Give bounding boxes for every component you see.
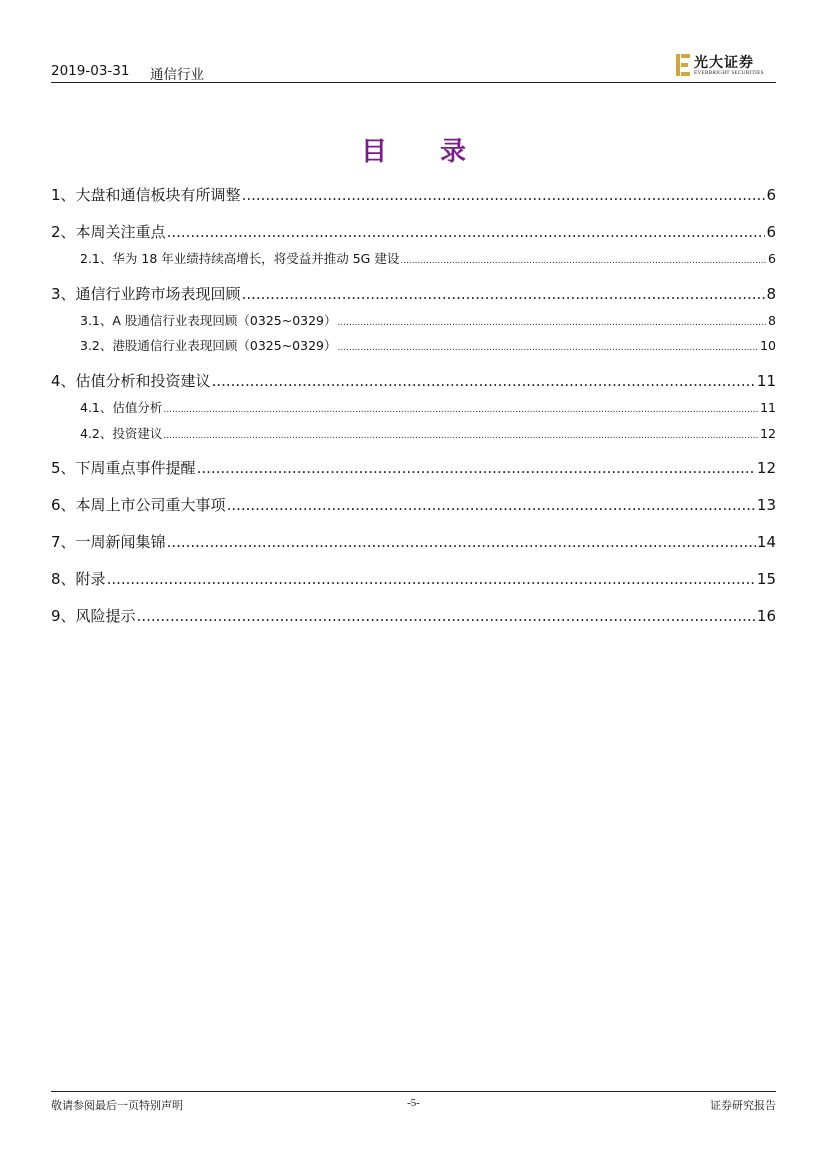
toc-entry-title: 通信行业跨市场表现回顾	[75, 285, 241, 303]
toc-entry-page: 6	[766, 186, 776, 204]
toc-leader-dots	[338, 343, 760, 353]
toc-subentry[interactable]	[51, 336, 776, 354]
disclaimer-note: 敬请参阅最后一页特别声明	[51, 1099, 183, 1112]
toc-entry-number: 9、	[51, 607, 76, 625]
toc-entry-page: 10	[760, 338, 776, 353]
toc-entry-number: 3.1、	[80, 313, 113, 328]
toc-leader-dots	[338, 318, 768, 328]
toc-entry-title: 下周重点事件提醒	[75, 459, 196, 477]
toc-subentry[interactable]	[51, 311, 776, 329]
toc-entry-title: 港股通信行业表现回顾（0325~0329）	[112, 338, 337, 353]
toc-leader-dots	[163, 431, 759, 441]
header-divider	[51, 82, 776, 83]
toc-entry-page: 14	[756, 533, 776, 551]
toc-entry[interactable]	[51, 457, 776, 478]
toc-entry-number: 2.1、	[80, 251, 113, 266]
toc-subentry[interactable]	[51, 398, 776, 416]
logo-text-en: EVERBRIGHT SECURITIES	[694, 70, 764, 76]
toc-entry-number: 3、	[51, 285, 76, 303]
toc-entry-page: 16	[756, 607, 776, 625]
everbright-logo-icon	[676, 54, 690, 76]
toc-entry-number: 5、	[51, 459, 76, 477]
report-date: 2019-03-31	[51, 63, 130, 79]
everbright-logo	[676, 52, 772, 79]
toc-entry-number: 8、	[51, 570, 76, 588]
toc-entry[interactable]	[51, 283, 776, 304]
toc-entry-page: 12	[756, 459, 776, 477]
toc-entry-page: 8	[768, 313, 776, 328]
page-header	[51, 52, 776, 84]
toc-subentry[interactable]	[51, 249, 776, 267]
toc-entry-page: 8	[766, 285, 776, 303]
toc-entry-title: 估值分析和投资建议	[75, 372, 211, 390]
report-type: 证券研究报告	[710, 1099, 776, 1112]
toc-title: 目 录	[360, 137, 489, 167]
toc-entry-title: A 股通信行业表现回顾（0325~0329）	[112, 313, 337, 328]
toc-leader-dots	[107, 570, 756, 588]
toc-entry-title: 附录	[75, 570, 106, 588]
toc-leader-dots	[212, 372, 756, 390]
toc-leader-dots	[242, 285, 766, 303]
toc-entry-number: 2、	[51, 223, 76, 241]
footer-divider	[51, 1091, 776, 1092]
logo-text-cn: 光大证券	[694, 55, 754, 71]
toc-entry-page: 15	[756, 570, 776, 588]
industry-label: 通信行业	[150, 67, 204, 83]
toc-entry-page: 6	[766, 223, 776, 241]
toc-entry-page: 12	[760, 426, 776, 441]
toc-entry-number: 1、	[51, 186, 76, 204]
toc-entry-page: 13	[756, 496, 776, 514]
toc-entry[interactable]	[51, 221, 776, 242]
toc-entry-title: 一周新闻集锦	[75, 533, 166, 551]
toc-entry-title: 估值分析	[112, 400, 163, 415]
toc-entry-title: 华为 18 年业绩持续高增长，将受益并推动 5G 建设	[112, 251, 400, 266]
page-number: -5-	[407, 1097, 420, 1109]
toc-entry-number: 4.2、	[80, 426, 113, 441]
toc-leader-dots	[163, 405, 759, 415]
toc-leader-dots	[167, 223, 766, 241]
toc-entry-title: 风险提示	[75, 607, 136, 625]
toc-leader-dots	[227, 496, 756, 514]
toc-entry[interactable]	[51, 531, 776, 552]
toc-entry[interactable]	[51, 370, 776, 391]
toc-entry-title: 本周关注重点	[75, 223, 166, 241]
toc-subentry[interactable]	[51, 424, 776, 442]
toc-entry[interactable]	[51, 494, 776, 515]
toc-leader-dots	[242, 186, 766, 204]
toc-entry-number: 4.1、	[80, 400, 113, 415]
toc-entry-title: 大盘和通信板块有所调整	[75, 186, 241, 204]
toc-entry-page: 11	[760, 400, 776, 415]
toc-entry-title: 本周上市公司重大事项	[75, 496, 226, 514]
toc-entry-page: 6	[768, 251, 776, 266]
toc-entry[interactable]	[51, 568, 776, 589]
toc-entry-number: 7、	[51, 533, 76, 551]
toc-entry[interactable]	[51, 184, 776, 205]
toc-entry-number: 6、	[51, 496, 76, 514]
toc-entry[interactable]	[51, 605, 776, 626]
toc-entry-number: 4、	[51, 372, 76, 390]
toc-entry-title: 投资建议	[112, 426, 163, 441]
toc-leader-dots	[197, 459, 756, 477]
toc-entry-page: 11	[756, 372, 776, 390]
toc-leader-dots	[137, 607, 756, 625]
toc-leader-dots	[167, 533, 756, 551]
toc-leader-dots	[400, 256, 767, 266]
toc-entry-number: 3.2、	[80, 338, 113, 353]
